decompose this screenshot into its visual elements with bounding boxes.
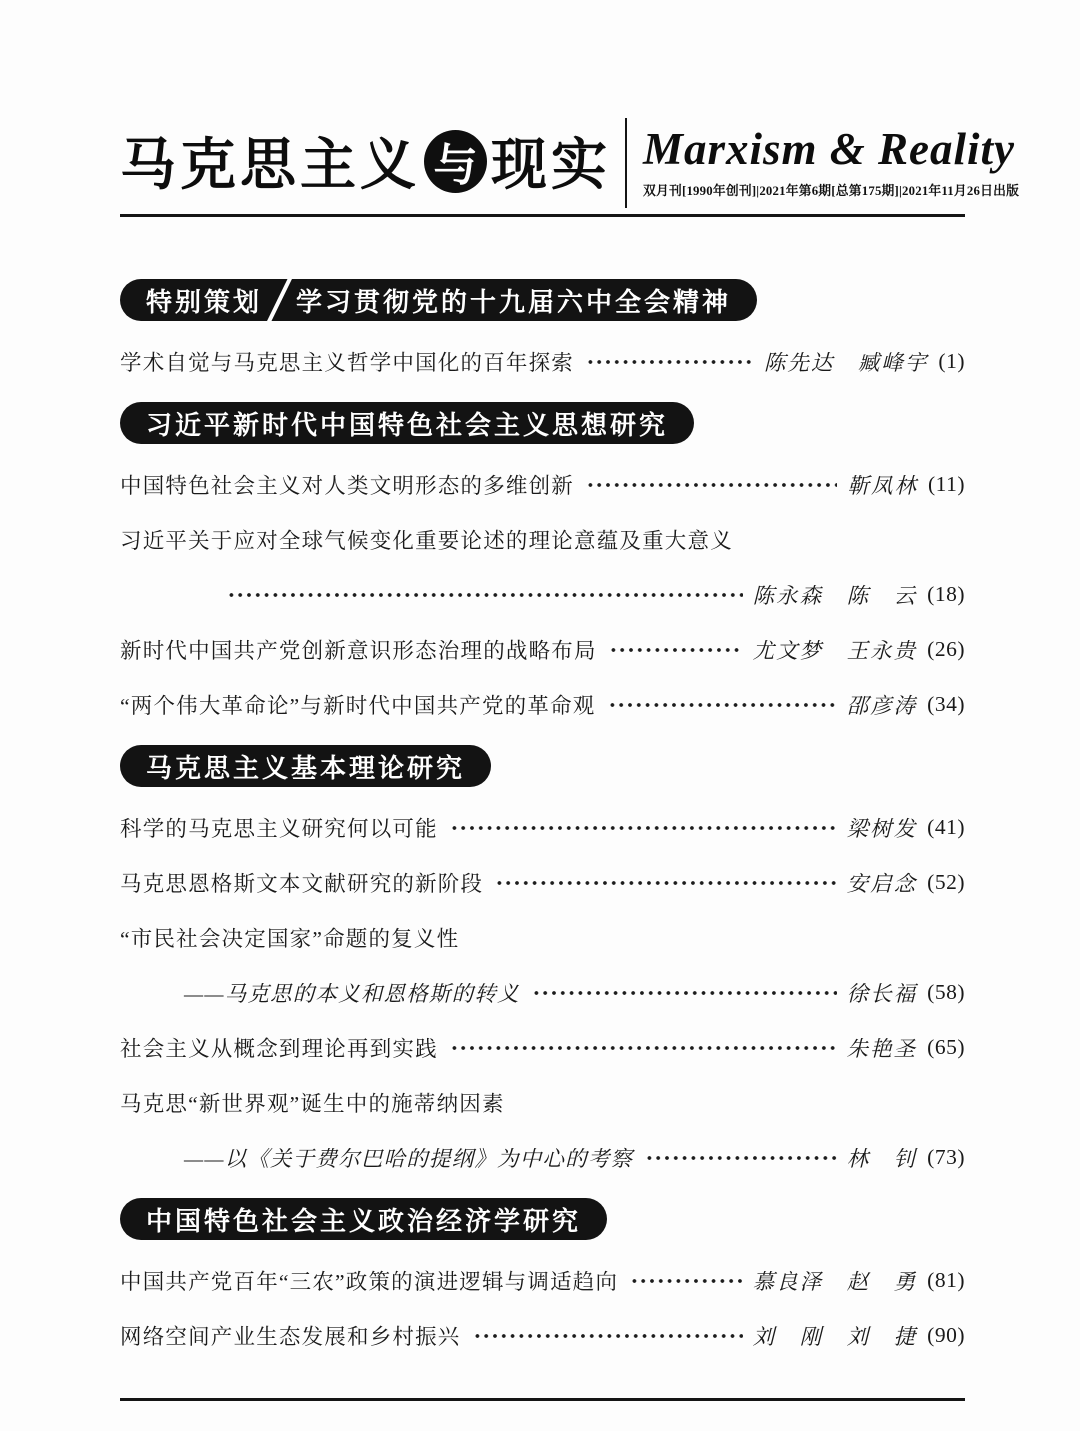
- toc-entry-row: [120, 868, 965, 897]
- toc-entry-row: [120, 470, 965, 499]
- entry-title: 中国特色社会主义对人类文明形态的多维创新: [120, 474, 575, 498]
- section-entries: [120, 1266, 965, 1350]
- dotted-leader: [628, 1275, 742, 1287]
- masthead-divider: [625, 118, 627, 208]
- section-badge-title: 中国特色社会主义政治经济学研究: [146, 1205, 582, 1236]
- toc-entry-row: [120, 690, 965, 719]
- entry-title: “市民社会决定国家”命题的复义性: [120, 927, 460, 951]
- entry-title: 马克思“新世界观”诞生中的施蒂纳因素: [120, 1092, 505, 1116]
- entry-title: ——马克思的本义和恩格斯的转义: [184, 982, 520, 1006]
- entry-page-number: (58): [927, 980, 965, 1004]
- entry-title: 学术自觉与马克思主义哲学中国化的百年探索: [120, 351, 575, 375]
- dotted-leader: [607, 644, 743, 656]
- toc-entry-row: [120, 1088, 965, 1117]
- toc-entry-row: [120, 347, 965, 376]
- toc-section: [120, 402, 965, 719]
- toc-entry-row: [120, 635, 965, 664]
- masthead: [120, 114, 1020, 208]
- entry-authors: 梁树发: [846, 817, 918, 841]
- section-badge: [120, 402, 694, 444]
- entry-page-number: (1): [938, 349, 965, 373]
- section-badge: [120, 279, 757, 321]
- entry-page-number: (11): [927, 472, 965, 496]
- yu-globe-char: 与: [433, 141, 478, 190]
- section-badge-title: 学习贯彻党的十九届六中全会精神: [296, 286, 732, 317]
- entry-title: 习近平关于应对全球气候变化重要论述的理论意蕴及重大意义: [120, 529, 733, 553]
- section-entries: [120, 813, 965, 1172]
- entry-page-number: (73): [927, 1145, 965, 1169]
- toc-entry-row: [120, 1321, 965, 1350]
- section-badge-title: 习近平新时代中国特色社会主义思想研究: [146, 409, 669, 440]
- entry-authors: 徐长福: [846, 982, 918, 1006]
- masthead-right: [643, 123, 1020, 200]
- dotted-leader: [606, 699, 837, 711]
- issue-info: 双月刊[1990年创刊]|2021年第6期[总第175期]|2021年11月26日出版: [643, 184, 1020, 199]
- toc-entry-row: [120, 1033, 965, 1062]
- masthead-rule: [120, 214, 965, 217]
- entry-page-number: (52): [927, 870, 965, 894]
- entry-authors: 陈先达 臧峰宇: [763, 351, 929, 375]
- section-badge: [120, 745, 491, 787]
- entry-page-number: (81): [927, 1268, 965, 1292]
- dotted-leader: [584, 479, 837, 491]
- entry-title: 社会主义从概念到理论再到实践: [120, 1037, 438, 1061]
- toc-section: [120, 745, 965, 1172]
- dotted-leader: [225, 589, 743, 601]
- entry-title: 网络空间产业生态发展和乡村振兴: [120, 1325, 461, 1349]
- entry-authors: 靳凤林: [847, 474, 918, 498]
- section-badge-title: 马克思主义基本理论研究: [146, 752, 466, 783]
- dotted-leader: [448, 1042, 837, 1054]
- entry-authors: 陈永森 陈 云: [752, 584, 918, 608]
- entry-title: 科学的马克思主义研究何以可能: [120, 817, 438, 841]
- toc-entry-row: [120, 813, 965, 842]
- toc-entry-row: [120, 525, 965, 554]
- entry-title: 新时代中国共产党创新意识形态治理的战略布局: [120, 639, 597, 663]
- section-badge-slash-divider: [262, 279, 296, 321]
- dotted-leader: [448, 822, 837, 834]
- toc-entry-row: [120, 978, 965, 1007]
- entry-page-number: (18): [927, 582, 965, 606]
- journal-title-cn-left: 马克思主义: [120, 135, 420, 197]
- entry-authors: 慕良泽 赵 勇: [752, 1270, 918, 1294]
- toc-section: [120, 279, 965, 376]
- entry-title: 中国共产党百年“三农”政策的演进逻辑与调适趋向: [120, 1270, 619, 1294]
- dotted-leader: [471, 1330, 743, 1342]
- toc-entry-row: [120, 1143, 965, 1172]
- footer-rule: [120, 1398, 965, 1401]
- entry-title: 马克思恩格斯文本文献研究的新阶段: [120, 872, 484, 896]
- section-badge: [120, 1198, 607, 1240]
- entry-authors: 尤文梦 王永贵: [752, 639, 918, 663]
- entry-authors: 邵彦涛: [846, 694, 918, 718]
- table-of-contents: [120, 279, 965, 1350]
- section-entries: [120, 470, 965, 719]
- section-entries: [120, 347, 965, 376]
- dotted-leader: [530, 987, 837, 999]
- toc-entry-row: [120, 923, 965, 952]
- dotted-leader: [584, 356, 754, 368]
- journal-title-cn: [120, 121, 611, 201]
- toc-entry-row: [120, 1266, 965, 1295]
- entry-title: ——以《关于费尔巴哈的提纲》为中心的考察: [184, 1147, 634, 1171]
- entry-authors: 林 钊: [846, 1147, 918, 1171]
- toc-entry-row: [120, 580, 965, 609]
- yu-globe-icon: [424, 130, 487, 193]
- journal-title-en: Marxism & Reality: [643, 123, 1016, 174]
- toc-section: [120, 1198, 965, 1350]
- entry-page-number: (41): [927, 815, 965, 839]
- entry-authors: 安启念: [846, 872, 918, 896]
- dotted-leader: [493, 877, 836, 889]
- dotted-leader: [643, 1152, 836, 1164]
- entry-authors: 朱艳圣: [846, 1037, 918, 1061]
- entry-page-number: (34): [927, 692, 965, 716]
- journal-title-cn-right: 现实: [491, 135, 611, 197]
- section-badge-prefix: 特别策划: [146, 286, 263, 317]
- entry-page-number: (26): [927, 637, 965, 661]
- entry-page-number: (65): [927, 1035, 965, 1059]
- entry-title: “两个伟大革命论”与新时代中国共产党的革命观: [120, 694, 596, 718]
- entry-authors: 刘 刚 刘 捷: [752, 1325, 918, 1349]
- entry-page-number: (90): [927, 1323, 965, 1347]
